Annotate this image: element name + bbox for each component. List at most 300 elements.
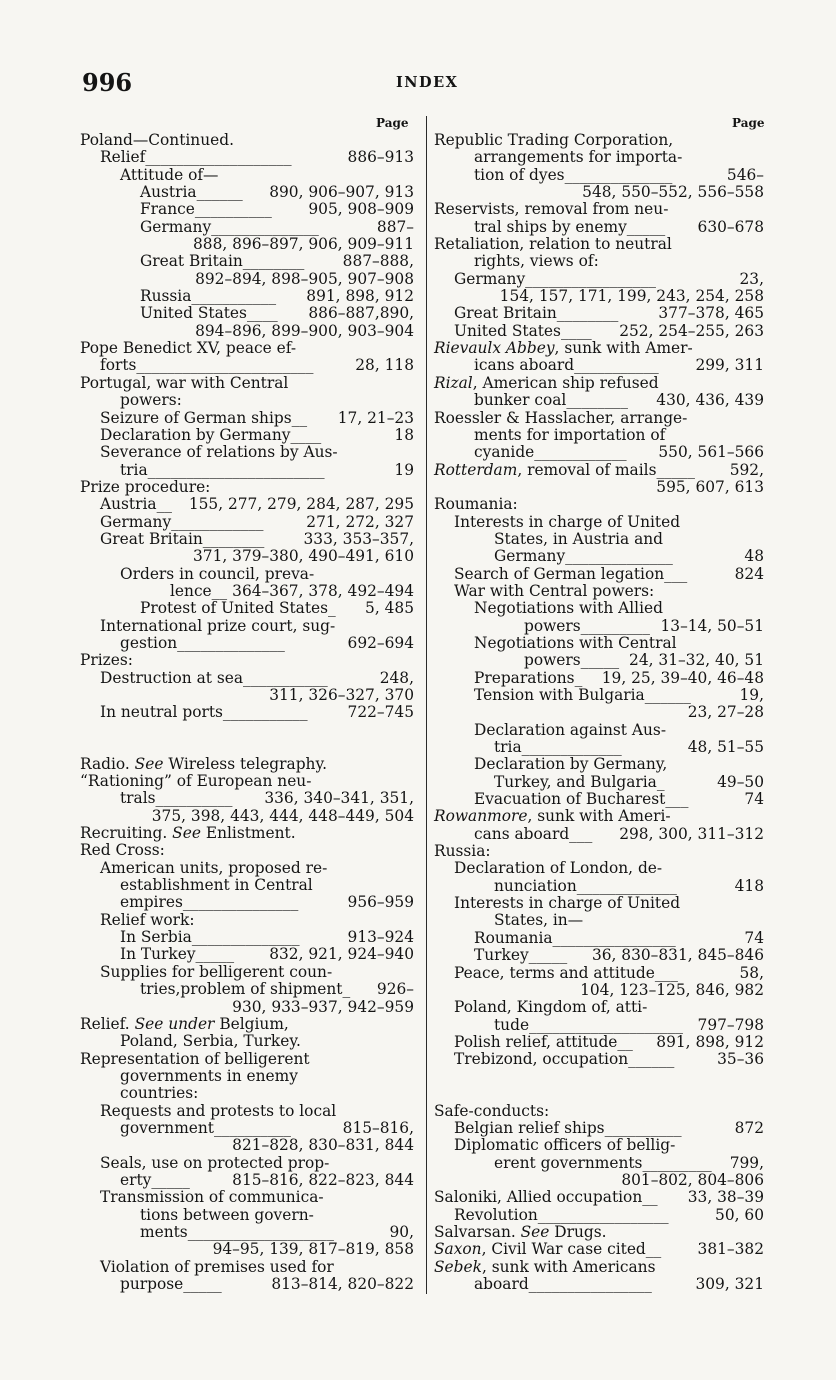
- index-line: [80, 842, 414, 859]
- index-term: Supplies for belligerent coun-: [100, 962, 333, 981]
- index-term: Representation of belligerent: [80, 1049, 310, 1068]
- index-term: Radio. See Wireless telegraphy.: [80, 754, 327, 773]
- page-references: 375, 398, 443, 444, 448–449, 504: [151, 806, 414, 825]
- page-number: 996: [82, 68, 133, 97]
- index-line: [434, 1051, 764, 1068]
- page-references: 887–888,: [342, 252, 414, 271]
- index-term: Seizure of German ships__: [100, 408, 308, 427]
- index-line: [80, 687, 414, 704]
- page-references: 926–: [376, 980, 414, 999]
- index-line: [434, 1259, 764, 1276]
- index-line: [80, 167, 414, 184]
- index-line: [80, 548, 414, 565]
- index-term: Germany______________: [494, 547, 673, 566]
- index-line: [434, 375, 764, 392]
- index-term: States, in Austria and: [494, 529, 664, 548]
- index-line: [80, 531, 414, 548]
- index-line: [434, 531, 764, 548]
- index-term: Polish relief, attitude__: [454, 1032, 633, 1051]
- page-references: 722–745: [347, 703, 414, 722]
- index-term: Declaration by Germany,: [474, 755, 668, 774]
- index-line: [80, 722, 414, 756]
- index-term: Trebizond, occupation______: [454, 1050, 675, 1069]
- index-line: [434, 410, 764, 427]
- index-line: [434, 201, 764, 218]
- page-references: 905, 908–909: [308, 200, 414, 219]
- page-references: 311, 326–327, 370: [269, 686, 414, 704]
- page-references: 892–894, 898–905, 907–908: [195, 269, 414, 288]
- index-line: [434, 826, 764, 843]
- index-line: [434, 878, 764, 895]
- index-line: [434, 1017, 764, 1034]
- index-line: [80, 1259, 414, 1276]
- page-references: 23,: [739, 269, 764, 288]
- index-line: [434, 132, 764, 149]
- index-line: [80, 808, 414, 825]
- index-line: [80, 305, 414, 322]
- index-term: Germany_________________: [454, 269, 656, 288]
- index-term: Protest of United States_: [140, 599, 336, 618]
- index-line: [434, 1155, 764, 1172]
- index-term: In Serbia______________: [120, 928, 300, 947]
- page-references: 333, 353–357,: [303, 529, 414, 548]
- index-term: powers:: [120, 391, 182, 410]
- index-term: Portugal, war with Central: [80, 373, 289, 392]
- page-references: 50, 60: [715, 1205, 764, 1224]
- page-references: 336, 340–341, 351,: [264, 789, 414, 808]
- index-line: [434, 548, 764, 565]
- index-term: Prizes:: [80, 651, 133, 670]
- index-term: Diplomatic officers of bellig-: [454, 1136, 676, 1155]
- page-references: 799,: [729, 1153, 764, 1172]
- page-references: 872: [734, 1118, 764, 1137]
- index-term: Poland, Kingdom of, atti-: [454, 998, 648, 1017]
- index-term: rights, views of:: [474, 252, 599, 271]
- index-term: Republic Trading Corporation,: [434, 131, 674, 149]
- index-line: [80, 479, 414, 496]
- index-line: [80, 462, 414, 479]
- page-references: 154, 157, 171, 199, 243, 254, 258: [499, 287, 764, 306]
- index-line: [80, 670, 414, 687]
- index-term: tion of dyes______________: [474, 165, 673, 184]
- index-line: [80, 1016, 414, 1033]
- index-term: Great Britain________: [454, 304, 619, 323]
- page-references: 58,: [739, 963, 764, 982]
- index-term: Rowanmore, sunk with Ameri-: [434, 807, 671, 826]
- index-line: [434, 687, 764, 704]
- index-line: [434, 722, 764, 739]
- index-term: governments in enemy: [120, 1066, 298, 1085]
- index-line: [434, 1069, 764, 1103]
- index-line: [80, 981, 414, 998]
- index-line: [80, 912, 414, 929]
- index-term: establishment in Central: [120, 876, 313, 895]
- page-references: 824: [734, 564, 764, 583]
- page-references: 692–694: [347, 633, 414, 652]
- page-references: 155, 277, 279, 284, 287, 295: [188, 495, 414, 514]
- page-references: 595, 607, 613: [656, 477, 764, 496]
- page-references: 19: [394, 460, 414, 479]
- index-term: Requests and protests to local: [100, 1101, 337, 1120]
- page-references: 49–50: [717, 772, 764, 791]
- index-line: [80, 1155, 414, 1172]
- index-line: [434, 1120, 764, 1137]
- index-term: icans aboard___________: [474, 356, 659, 375]
- page-references: 832, 921, 924–940: [269, 945, 414, 964]
- index-line: [434, 704, 764, 721]
- index-line: [434, 843, 764, 860]
- index-term: Russia___________: [140, 287, 277, 306]
- index-line: [434, 1224, 764, 1241]
- index-line: [434, 566, 764, 583]
- index-line: [80, 236, 414, 253]
- index-term: Salvarsan. See Drugs.: [434, 1222, 607, 1241]
- index-term: Sebek, sunk with Americans: [434, 1257, 656, 1276]
- running-head: INDEX: [396, 74, 459, 91]
- page-references: 94–95, 139, 817–819, 858: [212, 1240, 414, 1259]
- index-term: ments___________________: [140, 1222, 334, 1241]
- index-line: [434, 756, 764, 773]
- index-term: Revolution_________________: [454, 1205, 669, 1224]
- index-line: [80, 583, 414, 600]
- index-line: [434, 1034, 764, 1051]
- index-line: [434, 149, 764, 166]
- index-line: [80, 184, 414, 201]
- index-term: Relief___________________: [100, 148, 292, 167]
- page-references: 35–36: [717, 1050, 764, 1069]
- index-line: [80, 1085, 414, 1102]
- column-divider: [426, 116, 427, 1294]
- index-line: [434, 739, 764, 756]
- page-references: 309, 321: [695, 1275, 764, 1293]
- page-references: 418: [734, 876, 764, 895]
- page-references: 886–913: [347, 148, 414, 167]
- index-term: Retaliation, relation to neutral: [434, 235, 672, 254]
- index-line: [434, 496, 764, 513]
- index-line: [434, 652, 764, 669]
- page-references: 888, 896–897, 906, 909–911: [193, 235, 414, 254]
- index-term: States, in—: [494, 911, 584, 930]
- page-references: 74: [744, 790, 764, 809]
- index-line: [80, 566, 414, 583]
- index-term: erty_____: [120, 1170, 190, 1189]
- index-line: [80, 704, 414, 721]
- index-term: tions between govern-: [140, 1205, 314, 1224]
- index-term: government__________: [120, 1118, 291, 1137]
- index-line: [80, 1033, 414, 1050]
- index-term: gestion______________: [120, 633, 285, 652]
- page-references: 252, 254–255, 263: [619, 321, 764, 340]
- index-line: [434, 1103, 764, 1120]
- page-references: 364–367, 378, 492–494: [232, 581, 414, 600]
- page-references: 19,: [739, 686, 764, 704]
- index-term: American units, proposed re-: [100, 858, 328, 877]
- index-line: [434, 618, 764, 635]
- index-line: [434, 323, 764, 340]
- index-line: [80, 600, 414, 617]
- index-term: Belgian relief ships__________: [454, 1118, 682, 1137]
- index-line: [434, 392, 764, 409]
- index-line: [80, 1224, 414, 1241]
- index-term: Russia:: [434, 842, 491, 861]
- index-line: [80, 444, 414, 461]
- index-term: United States____: [140, 304, 278, 323]
- page-references: 894–896, 899–900, 903–904: [195, 321, 414, 340]
- index-line: [434, 791, 764, 808]
- index-term: Seals, use on protected prop-: [100, 1153, 330, 1172]
- page-references: 377–378, 465: [658, 304, 764, 323]
- page-references: 17, 21–23: [337, 408, 414, 427]
- index-term: Attitude of—: [120, 165, 219, 184]
- index-term: powers_____: [524, 651, 620, 670]
- index-line: [80, 1241, 414, 1258]
- page-references: 887–: [376, 217, 414, 236]
- index-term: Pope Benedict XV, peace ef-: [80, 339, 297, 358]
- index-line: [80, 877, 414, 894]
- page-references: 813–814, 820–822: [271, 1275, 414, 1293]
- index-term: Poland—Continued.: [80, 131, 234, 149]
- index-line: [434, 895, 764, 912]
- index-term: tries,problem of shipment_: [140, 980, 351, 999]
- index-term: Negotiations with Central: [474, 633, 677, 652]
- index-line: [434, 184, 764, 201]
- left-column-page-label: Page: [376, 116, 409, 130]
- index-line: [434, 479, 764, 496]
- index-term: Austria__: [100, 495, 172, 514]
- index-line: [434, 253, 764, 270]
- index-line: [434, 271, 764, 288]
- page-references: 550, 561–566: [658, 443, 764, 462]
- index-line: [434, 1172, 764, 1189]
- index-line: [80, 410, 414, 427]
- index-term: Negotiations with Allied: [474, 599, 663, 618]
- index-term: Declaration of London, de-: [454, 859, 663, 878]
- page-references: 890, 906–907, 913: [269, 183, 414, 202]
- index-term: tral ships by enemy_____: [474, 217, 666, 236]
- index-term: Destruction at sea___________: [100, 668, 328, 687]
- index-term: Roumania________________: [474, 928, 676, 947]
- index-term: Search of German legation___: [454, 564, 688, 583]
- index-line: [80, 618, 414, 635]
- index-line: [80, 392, 414, 409]
- right-index-column: [434, 132, 764, 1293]
- index-line: [434, 1137, 764, 1154]
- index-term: Poland, Serbia, Turkey.: [120, 1032, 301, 1051]
- index-term: In neutral ports___________: [100, 703, 308, 722]
- index-line: [80, 1189, 414, 1206]
- index-term: Prize procedure:: [80, 477, 211, 496]
- index-line: [80, 1120, 414, 1137]
- page-references: 24, 31–32, 40, 51: [629, 651, 764, 670]
- index-term: Rizal, American ship refused: [434, 373, 659, 392]
- index-line: [80, 132, 414, 149]
- index-line: [434, 444, 764, 461]
- index-term: forts_______________________: [100, 356, 314, 375]
- index-term: Safe-conducts:: [434, 1101, 550, 1120]
- index-term: tria_______________________: [120, 460, 325, 479]
- index-line: [434, 167, 764, 184]
- index-term: nunciation_____________: [494, 876, 677, 895]
- index-line: [80, 375, 414, 392]
- page-references: 886–887,890,: [308, 304, 414, 323]
- index-line: [80, 825, 414, 842]
- index-line: [434, 236, 764, 253]
- index-term: Declaration by Germany____: [100, 425, 322, 444]
- index-term: Germany____________: [100, 512, 264, 531]
- index-line: [80, 1068, 414, 1085]
- page-references: 930, 933–937, 942–959: [232, 997, 414, 1016]
- page-references: 299, 311: [695, 356, 764, 375]
- page-references: 592,: [729, 460, 764, 479]
- index-line: [80, 929, 414, 946]
- page-references: 298, 300, 311–312: [619, 824, 764, 843]
- page-references: 74: [744, 928, 764, 947]
- index-line: [80, 253, 414, 270]
- index-term: France__________: [140, 200, 272, 219]
- index-line: [434, 808, 764, 825]
- index-line: [434, 912, 764, 929]
- index-term: empires_______________: [120, 893, 299, 912]
- index-line: [80, 635, 414, 652]
- index-line: [434, 930, 764, 947]
- index-line: [80, 1137, 414, 1154]
- index-term: Interests in charge of United: [454, 512, 681, 531]
- index-line: [434, 288, 764, 305]
- index-line: [80, 999, 414, 1016]
- index-line: [80, 340, 414, 357]
- index-term: Peace, terms and attitude___: [454, 963, 678, 982]
- index-term: Turkey, and Bulgaria_: [494, 772, 665, 791]
- index-line: [80, 201, 414, 218]
- page-references: 23, 27–28: [687, 703, 764, 722]
- index-line: [434, 965, 764, 982]
- index-line: [434, 982, 764, 999]
- index-term: Interests in charge of United: [454, 894, 681, 913]
- page-references: 28, 118: [355, 356, 414, 375]
- index-line: [80, 1207, 414, 1224]
- index-line: [434, 462, 764, 479]
- page-references: 48: [744, 547, 764, 566]
- index-term: Great Britain________: [100, 529, 265, 548]
- index-line: [80, 271, 414, 288]
- page-references: 891, 898, 912: [306, 287, 414, 306]
- index-term: aboard________________: [474, 1275, 652, 1293]
- index-term: Severance of relations by Aus-: [100, 443, 338, 462]
- index-term: Rotterdam, removal of mails_____: [434, 460, 695, 479]
- index-term: erent governments_________: [494, 1153, 712, 1172]
- index-line: [434, 583, 764, 600]
- index-line: [80, 894, 414, 911]
- index-term: tude____________________: [494, 1015, 683, 1034]
- index-line: [434, 1241, 764, 1258]
- index-line: [434, 427, 764, 444]
- index-term: countries:: [120, 1084, 199, 1103]
- left-index-column: [80, 132, 414, 1293]
- index-term: “Rationing” of European neu-: [80, 772, 312, 791]
- index-term: trals__________: [120, 789, 233, 808]
- index-term: Reservists, removal from neu-: [434, 200, 669, 219]
- index-line: [434, 357, 764, 374]
- index-line: [434, 514, 764, 531]
- index-term: Turkey_____: [474, 946, 568, 965]
- index-term: Violation of premises used for: [100, 1257, 334, 1276]
- index-term: Roumania:: [434, 495, 518, 514]
- index-line: [80, 860, 414, 877]
- index-term: purpose_____: [120, 1275, 222, 1293]
- page-references: 248,: [379, 668, 414, 687]
- index-line: [80, 427, 414, 444]
- index-line: [80, 773, 414, 790]
- index-line: [80, 756, 414, 773]
- page-references: 430, 436, 439: [656, 391, 764, 410]
- index-term: Declaration against Aus-: [474, 720, 667, 739]
- index-line: [434, 860, 764, 877]
- page-references: 33, 38–39: [687, 1188, 764, 1207]
- index-term: Austria______: [140, 183, 243, 202]
- index-term: powers_________: [524, 616, 650, 635]
- index-line: [434, 600, 764, 617]
- index-term: Roessler & Hasslacher, arrange-: [434, 408, 688, 427]
- page-references: 546–: [726, 165, 764, 184]
- page-references: 913–924: [347, 928, 414, 947]
- index-line: [80, 1051, 414, 1068]
- page-references: 19, 25, 39–40, 46–48: [601, 668, 764, 687]
- index-line: [80, 288, 414, 305]
- page-references: 104, 123–125, 846, 982: [580, 980, 764, 999]
- index-term: Rievaulx Abbey, sunk with Amer-: [434, 339, 693, 358]
- index-line: [434, 219, 764, 236]
- index-line: [80, 149, 414, 166]
- page-references: 5, 485: [365, 599, 414, 618]
- page-references: 13–14, 50–51: [660, 616, 764, 635]
- page-references: 371, 379–380, 490–491, 610: [193, 547, 414, 566]
- page-references: 815–816, 822–823, 844: [232, 1170, 414, 1189]
- page-references: 956–959: [347, 893, 414, 912]
- right-column-page-label: Page: [732, 116, 765, 130]
- page-references: 381–382: [697, 1240, 764, 1259]
- page-references: 36, 830–831, 845–846: [591, 946, 764, 965]
- page-references: 271, 272, 327: [306, 512, 414, 531]
- index-line: [434, 670, 764, 687]
- page-references: 797–798: [697, 1015, 764, 1034]
- index-line: [434, 305, 764, 322]
- index-term: arrangements for importa-: [474, 148, 683, 167]
- index-line: [80, 790, 414, 807]
- index-term: Saxon, Civil War case cited__: [434, 1240, 662, 1259]
- index-line: [434, 1276, 764, 1293]
- page-references: 90,: [389, 1222, 414, 1241]
- index-term: Germany______________: [140, 217, 319, 236]
- index-term: bunker coal________: [474, 391, 628, 410]
- index-term: Orders in council, preva-: [120, 564, 315, 583]
- index-line: [434, 1207, 764, 1224]
- index-line: [80, 357, 414, 374]
- index-term: tria_____________: [494, 738, 622, 757]
- index-line: [434, 1189, 764, 1206]
- page-references: 891, 898, 912: [656, 1032, 764, 1051]
- page-references: 48, 51–55: [687, 738, 764, 757]
- index-term: United States____: [454, 321, 592, 340]
- index-term: War with Central powers:: [454, 581, 655, 600]
- index-line: [434, 774, 764, 791]
- index-line: [434, 999, 764, 1016]
- index-line: [80, 1276, 414, 1293]
- index-term: Saloniki, Allied occupation__: [434, 1188, 658, 1207]
- index-term: Tension with Bulgaria______: [474, 686, 691, 704]
- page-references: 815–816,: [342, 1118, 414, 1137]
- page-references: 18: [394, 425, 414, 444]
- index-term: cyanide____________: [474, 443, 627, 462]
